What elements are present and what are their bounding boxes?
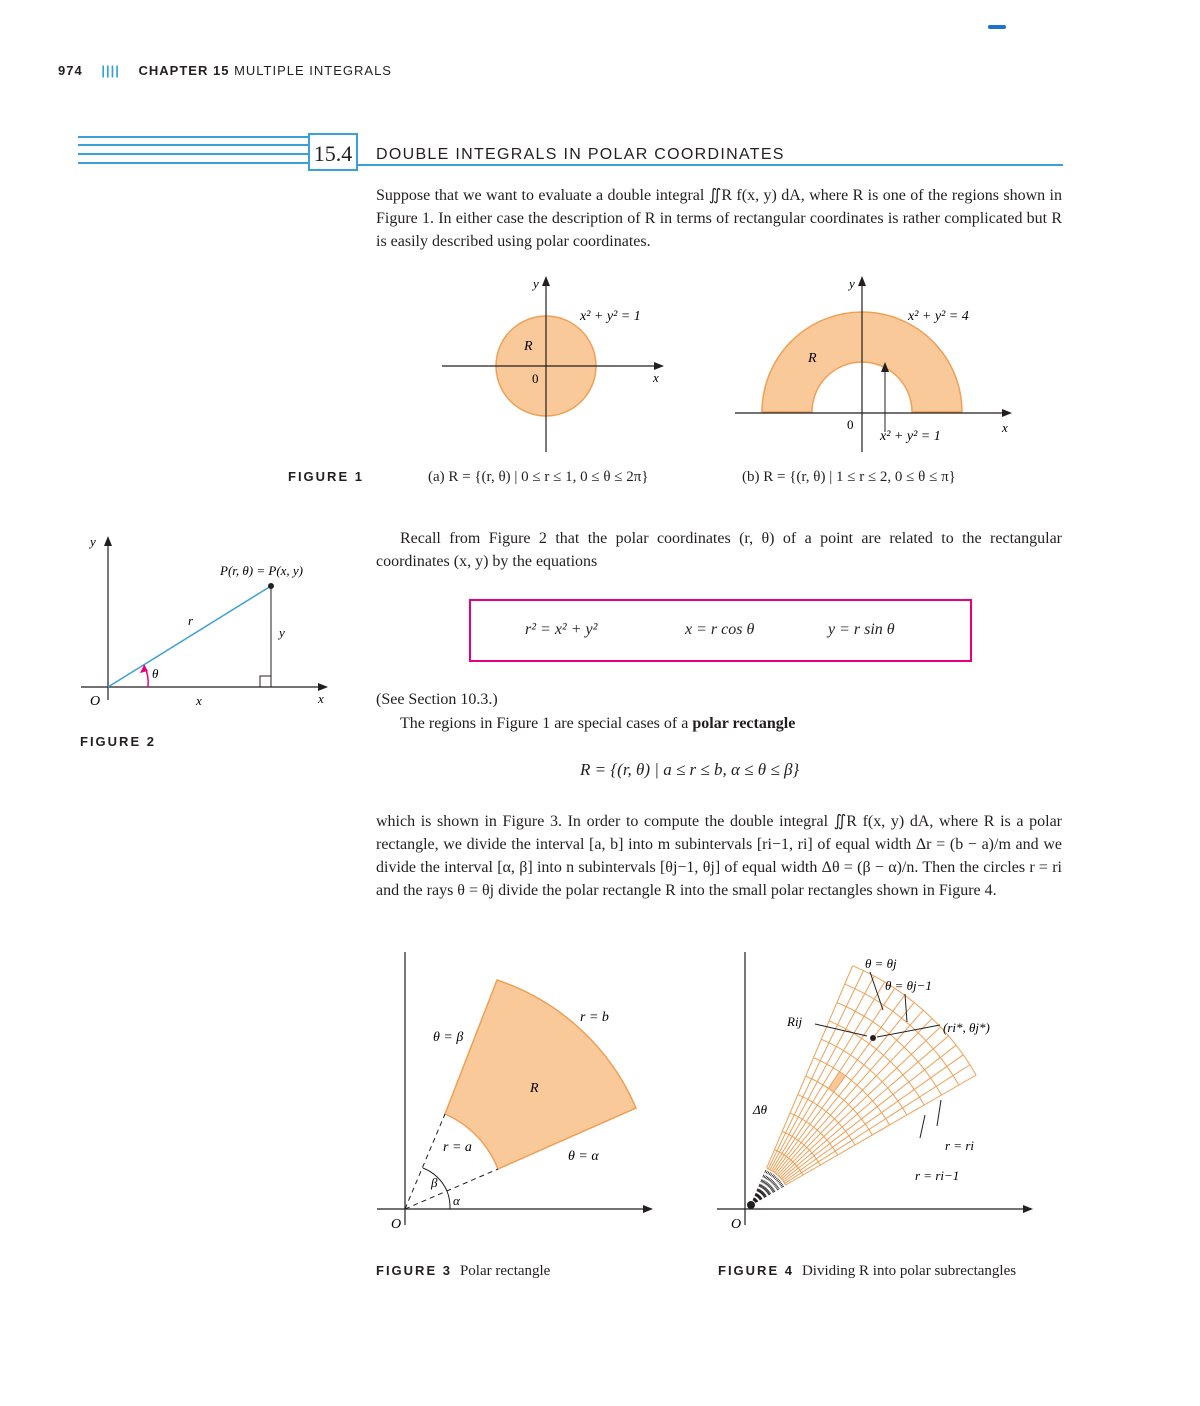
fig4-r-i1: r = ri−1 [915, 1168, 960, 1183]
fig1b-x-label: x [1002, 420, 1008, 435]
figure3-label-text: FIGURE 3 [376, 1263, 452, 1278]
grid-ray [781, 1036, 948, 1179]
figure1a-caption: (a) R = {(r, θ) | 0 ≤ r ≤ 1, 0 ≤ θ ≤ 2π} [428, 469, 649, 485]
fig2-x-axis: x [318, 691, 324, 706]
fig4-r-i: r = ri [945, 1138, 975, 1153]
figure2-diagram [78, 530, 338, 710]
grid-ray [783, 1045, 957, 1180]
header-separator: |||| [101, 63, 120, 78]
equation-polar-rectangle: R = {(r, θ) | a ≤ r ≤ b, α ≤ θ ≤ β} [580, 760, 800, 779]
fig3-origin: O [391, 1217, 402, 1232]
paragraph-intro: Suppose that we want to evaluate a double integral ∬R f(x, y) dA, where R is one of the regions shown in Figure 1. In either case the description of R in terms of rectangular coordinates is rather complicated but R is easily described using polar coordinates. [376, 187, 1062, 250]
page-corner-mark [988, 25, 1006, 29]
paragraph-subdivide: which is shown in Figure 3. In order to compute the double integral ∬R f(x, y) dA, where R is a polar rectangle, we divide the interval [a, b] into m subintervals [ri−1, ri] of equal width Δr = (b − a)/m and we divide the interval [α, β] into n subintervals [θj−1, θj] of equal width Δθ = (β − α)/n. Then the circles r = ri and the rays θ = θj divide the polar rectangle R into the small polar rectangles shown in Figure 4. [376, 813, 1062, 899]
grid-ray [780, 1027, 940, 1178]
grid-ray [778, 1010, 924, 1175]
polar-rect-prefix: The regions in Figure 1 are special cases of a [400, 715, 689, 732]
fig1b-y-label: y [849, 276, 855, 291]
fig3-theta-alpha: θ = α [568, 1149, 599, 1164]
fig4-point: (ri*, θj*) [943, 1020, 990, 1035]
equation-y: y = r sin θ [828, 621, 895, 638]
chapter-label: CHAPTER 15 [138, 63, 230, 78]
fig3-R: R [530, 1081, 539, 1096]
grid-ray [767, 966, 853, 1169]
grid-ray [772, 982, 885, 1171]
paragraph-recall: Recall from Figure 2 that the polar coordinates (r, θ) of a point are related to the rectangular coordinates (x, y) by the equations [376, 530, 1062, 570]
fig4-theta-j1: θ = θj−1 [885, 978, 932, 993]
fig3-theta-beta: θ = β [433, 1030, 464, 1045]
fig1b-eq-outer: x² + y² = 4 [908, 309, 969, 324]
sample-point [870, 1035, 876, 1041]
polar-rectangle-region [445, 980, 636, 1169]
fig1b-origin: 0 [847, 417, 854, 432]
paragraph-polar-rect [400, 712, 795, 735]
fig2-theta: θ [152, 666, 159, 681]
grid-ray [785, 1065, 970, 1184]
fig1a-R-label: R [524, 339, 533, 354]
fig3-beta: β [431, 1175, 438, 1190]
fig4-dtheta: Δθ [753, 1102, 768, 1117]
fig4-theta-j: θ = θj [865, 956, 897, 971]
fig3-r-a: r = a [443, 1140, 472, 1155]
page-number: 974 [58, 63, 83, 78]
fig1b-eq-inner: x² + y² = 1 [880, 429, 941, 444]
section-number: 15.4 [308, 133, 358, 171]
equation-r-squared: r² = x² + y² [525, 621, 598, 638]
fig3-alpha: α [453, 1193, 460, 1208]
figure1-label: FIGURE 1 [288, 469, 364, 484]
chapter-title: MULTIPLE INTEGRALS [234, 63, 392, 78]
fig2-r-label: r [188, 613, 194, 628]
grid-ray [768, 971, 863, 1169]
figure3-caption: Polar rectangle [459, 1263, 551, 1279]
radius-line [108, 586, 271, 687]
figure4-label-text: FIGURE 4 [718, 1263, 794, 1278]
figure1-diagrams [420, 272, 1020, 467]
polar-rect-term: polar rectangle [692, 715, 796, 732]
figure4-label [718, 1263, 1016, 1280]
fig1a-y-label: y [533, 276, 539, 291]
fig1a-x-label: x [653, 370, 659, 385]
fig2-point-label: P(r, θ) = P(x, y) [220, 563, 304, 578]
figure3-label [376, 1263, 550, 1280]
figure1b-caption: (b) R = {(r, θ) | 1 ≤ r ≤ 2, 0 ≤ θ ≤ π} [742, 469, 956, 485]
running-header [58, 63, 392, 78]
equation-x: x = r cos θ [685, 621, 755, 638]
fig1a-origin: 0 [532, 371, 539, 386]
section-title: DOUBLE INTEGRALS IN POLAR COORDINATES [376, 146, 785, 163]
figure2-label: FIGURE 2 [80, 734, 156, 749]
fig4-origin: O [731, 1217, 742, 1232]
figure4-caption: Dividing R into polar subrectangles [801, 1263, 1017, 1279]
figure4-diagram [715, 950, 1045, 1240]
fig2-y-axis: y [90, 534, 96, 549]
fig3-r-b: r = b [580, 1010, 609, 1025]
fig2-x-seg: x [196, 693, 202, 708]
point-P [268, 583, 274, 589]
paragraph-see-section: (See Section 10.3.) [376, 691, 498, 708]
grid-ray [779, 1018, 932, 1176]
fig4-Rij: Rij [787, 1014, 803, 1029]
grid-ray [784, 1055, 964, 1182]
figure3-diagram [375, 950, 665, 1240]
fig1a-eq: x² + y² = 1 [580, 309, 641, 324]
grid-ray [770, 976, 874, 1170]
fig2-y-seg: y [279, 625, 285, 640]
fig1b-R-label: R [808, 351, 817, 366]
fig2-origin: O [90, 694, 101, 709]
